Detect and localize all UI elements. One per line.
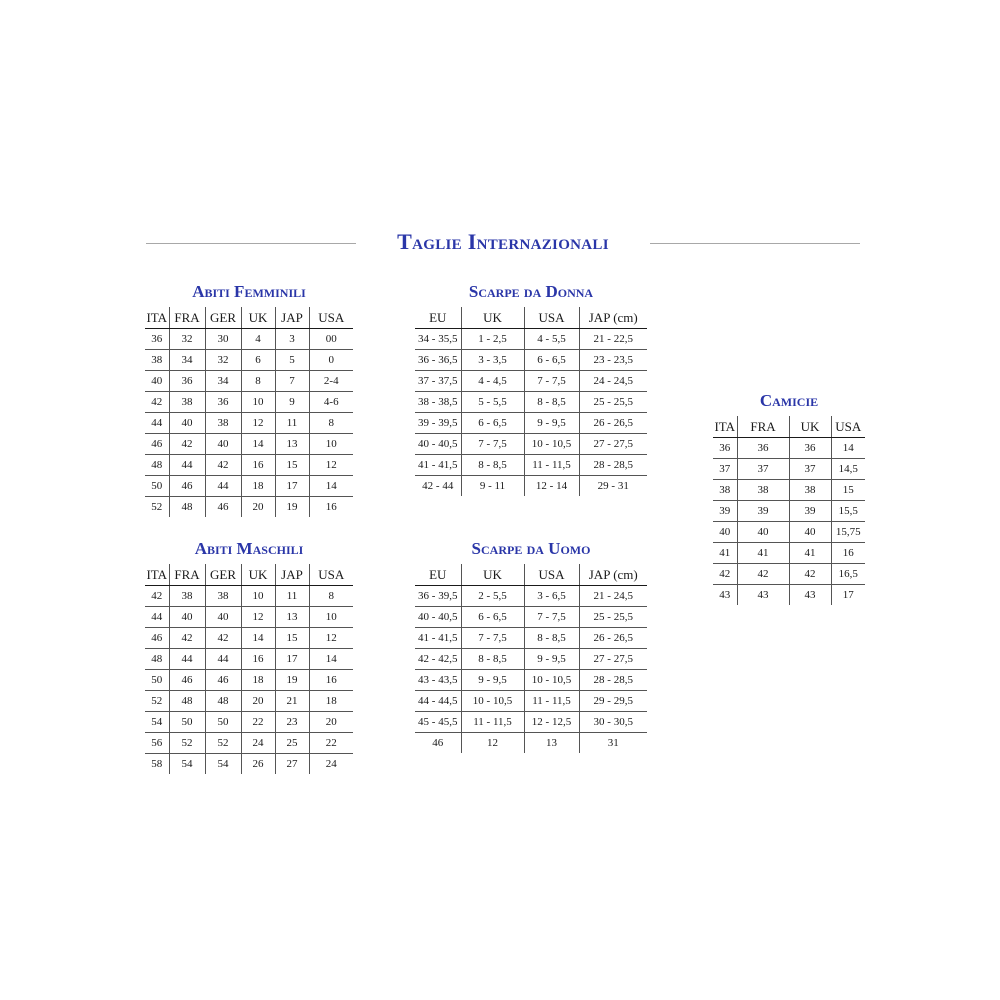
column-header: EU <box>415 307 461 329</box>
table-cell: 13 <box>275 607 309 628</box>
column-header: UK <box>241 564 275 586</box>
column-header: ITA <box>145 564 169 586</box>
table-cell: 21 - 24,5 <box>579 586 647 607</box>
table-cell: 4 <box>241 329 275 350</box>
table-cell: 22 <box>309 733 353 754</box>
table-cell: 38 <box>169 586 205 607</box>
table-cell: 39 - 39,5 <box>415 413 461 434</box>
table-cell: 42 <box>205 455 241 476</box>
table-row <box>145 497 353 518</box>
column-header: FRA <box>169 564 205 586</box>
table-row <box>145 586 353 607</box>
column-header: USA <box>524 564 579 586</box>
column-header: JAP (cm) <box>579 564 647 586</box>
camicie-section <box>713 390 865 605</box>
table-cell: 52 <box>151 501 163 513</box>
table-cell: 4-6 <box>309 392 353 413</box>
table-row <box>145 392 353 413</box>
table-cell: 38 <box>145 350 169 371</box>
table-cell: 6 - 6,5 <box>524 350 579 371</box>
section-title: Abiti Femminili <box>192 282 306 301</box>
table-cell: 50 <box>145 670 169 691</box>
table-cell: 25 - 25,5 <box>579 607 647 628</box>
column-header: UK <box>789 416 831 438</box>
table-row <box>713 438 865 459</box>
table-cell: 16,5 <box>831 564 865 585</box>
table-cell: 14 <box>309 476 353 497</box>
table-cell: 38 <box>205 586 241 607</box>
table-cell: 25 <box>275 733 309 754</box>
table-cell: 48 <box>169 497 205 518</box>
table-cell: 23 - 23,5 <box>579 350 647 371</box>
table-cell: 40 <box>789 522 831 543</box>
table-cell: 54 <box>205 754 241 775</box>
table-cell: 17 <box>831 585 865 606</box>
table-cell: 41 - 41,5 <box>415 455 461 476</box>
table-cell: 17 <box>275 476 309 497</box>
table-cell: 00 <box>309 329 353 350</box>
table-row <box>713 522 865 543</box>
table-cell: 10 <box>309 607 353 628</box>
scarpe-donna-table <box>415 307 647 496</box>
table-cell: 50 <box>145 476 169 497</box>
table-row <box>145 733 353 754</box>
table-cell: 9 - 9,5 <box>461 670 524 691</box>
table-cell: 41 <box>713 543 737 564</box>
column-header: GER <box>205 307 241 329</box>
table-cell: 38 <box>205 413 241 434</box>
table-cell: 3 <box>275 329 309 350</box>
table-cell: 56 <box>145 733 169 754</box>
table-row <box>145 371 353 392</box>
abiti-femminili-table <box>145 307 353 517</box>
table-cell: 28 - 28,5 <box>579 455 647 476</box>
table-cell: 11 <box>275 413 309 434</box>
table-cell: 46 <box>169 476 205 497</box>
table-cell: 36 <box>145 329 169 350</box>
table-cell: 15,5 <box>831 501 865 522</box>
table-cell: 50 <box>169 712 205 733</box>
table-cell: 46 <box>205 497 241 518</box>
table-cell: 14 <box>241 628 275 649</box>
table-row <box>145 413 353 434</box>
table-cell: 52 <box>169 733 205 754</box>
table-row <box>415 607 647 628</box>
table-cell: 36 - 36,5 <box>415 350 461 371</box>
camicie-table <box>713 416 865 605</box>
table-cell: 21 - 22,5 <box>579 329 647 350</box>
table-cell: 20 <box>241 691 275 712</box>
table-cell: 18 <box>309 691 353 712</box>
table-cell: 40 - 40,5 <box>415 607 461 628</box>
column-header: JAP <box>275 564 309 586</box>
table-cell: 7 <box>275 371 309 392</box>
table-row <box>415 413 647 434</box>
table-cell: 27 - 27,5 <box>579 649 647 670</box>
table-cell: 8 <box>241 371 275 392</box>
table-row <box>145 754 353 775</box>
table-row <box>145 628 353 649</box>
column-header: USA <box>831 416 865 438</box>
table-cell: 40 <box>713 522 737 543</box>
table-cell: 30 - 30,5 <box>579 712 647 733</box>
table-cell: 26 - 26,5 <box>579 628 647 649</box>
table-cell: 14 <box>309 649 353 670</box>
table-row <box>145 455 353 476</box>
table-cell: 36 <box>737 438 789 459</box>
table-cell: 43 <box>719 589 731 601</box>
table-cell: 42 <box>145 392 169 413</box>
table-cell: 41 <box>789 543 831 564</box>
table-row <box>145 329 353 350</box>
column-header: JAP <box>275 307 309 329</box>
table-cell: 12 <box>309 628 353 649</box>
table-cell: 44 <box>169 455 205 476</box>
table-cell: 9 <box>275 392 309 413</box>
table-cell: 44 <box>205 649 241 670</box>
table-cell: 50 <box>205 712 241 733</box>
table-cell: 40 <box>205 434 241 455</box>
table-cell: 8 - 8,5 <box>461 649 524 670</box>
table-cell: 58 <box>151 758 163 770</box>
header-row <box>145 307 353 329</box>
column-header: UK <box>461 564 524 586</box>
table-cell: 29 - 31 <box>579 476 647 497</box>
table-cell: 21 <box>275 691 309 712</box>
table-cell: 37 <box>713 459 737 480</box>
table-cell: 36 <box>713 438 737 459</box>
table-cell: 42 <box>789 564 831 585</box>
table-row <box>415 329 647 350</box>
table-cell: 11 <box>275 586 309 607</box>
table-cell: 43 <box>789 585 831 606</box>
table-row <box>145 649 353 670</box>
table-cell: 38 - 38,5 <box>415 392 461 413</box>
table-cell: 34 <box>205 371 241 392</box>
table-cell: 18 <box>241 670 275 691</box>
table-cell: 46 <box>145 434 169 455</box>
table-cell: 40 <box>145 371 169 392</box>
table-cell: 3 - 3,5 <box>461 350 524 371</box>
table-row <box>415 712 647 733</box>
table-cell: 16 <box>309 670 353 691</box>
table-cell: 10 - 10,5 <box>524 670 579 691</box>
abiti-maschili-table <box>145 564 353 774</box>
table-cell: 12 - 14 <box>524 476 579 497</box>
column-header: UK <box>461 307 524 329</box>
table-cell: 44 <box>145 413 169 434</box>
table-cell: 2-4 <box>309 371 353 392</box>
section-title: Scarpe da Uomo <box>471 539 591 558</box>
table-cell: 6 - 6,5 <box>461 413 524 434</box>
table-row <box>145 350 353 371</box>
table-row <box>415 434 647 455</box>
table-row <box>713 543 865 564</box>
table-cell: 19 <box>275 670 309 691</box>
table-cell: 20 <box>309 712 353 733</box>
table-row <box>415 455 647 476</box>
table-cell: 8 <box>309 586 353 607</box>
table-cell: 46 <box>169 670 205 691</box>
table-cell: 15 <box>831 480 865 501</box>
table-cell: 40 <box>169 607 205 628</box>
table-row <box>415 392 647 413</box>
scarpe-uomo-table <box>415 564 647 753</box>
table-cell: 41 - 41,5 <box>415 628 461 649</box>
table-cell: 46 <box>432 737 444 749</box>
table-row <box>145 476 353 497</box>
table-cell: 36 <box>169 371 205 392</box>
column-header: USA <box>524 307 579 329</box>
table-cell: 11 - 11,5 <box>524 455 579 476</box>
table-cell: 12 <box>241 413 275 434</box>
table-cell: 5 - 5,5 <box>461 392 524 413</box>
table-cell: 9 - 9,5 <box>524 649 579 670</box>
table-cell: 44 - 44,5 <box>415 691 461 712</box>
table-cell: 7 - 7,5 <box>461 628 524 649</box>
table-cell: 52 <box>205 733 241 754</box>
section-title: Scarpe da Donna <box>468 282 594 301</box>
page-title: Taglie Internazionali <box>397 229 609 254</box>
table-cell: 42 <box>169 628 205 649</box>
table-cell: 17 <box>275 649 309 670</box>
table-cell: 38 <box>713 480 737 501</box>
table-row <box>145 691 353 712</box>
table-cell: 44 <box>145 607 169 628</box>
table-cell: 40 <box>169 413 205 434</box>
table-cell: 31 <box>579 733 647 754</box>
table-cell: 8 - 8,5 <box>524 628 579 649</box>
table-cell: 19 <box>275 497 309 518</box>
table-cell: 1 - 2,5 <box>461 329 524 350</box>
table-cell: 37 <box>789 459 831 480</box>
table-cell: 40 - 40,5 <box>415 434 461 455</box>
table-row <box>145 607 353 628</box>
table-cell: 25 - 25,5 <box>579 392 647 413</box>
abiti-maschili-section <box>145 538 353 774</box>
table-cell: 29 - 29,5 <box>579 691 647 712</box>
table-cell: 42 <box>145 586 169 607</box>
table-cell: 34 - 35,5 <box>415 329 461 350</box>
table-cell: 42 - 44 <box>422 480 454 492</box>
table-cell: 10 - 10,5 <box>524 434 579 455</box>
table-cell: 10 <box>309 434 353 455</box>
table-cell: 42 <box>205 628 241 649</box>
table-cell: 15,75 <box>831 522 865 543</box>
table-cell: 40 <box>737 522 789 543</box>
header-row <box>145 564 353 586</box>
table-row <box>145 712 353 733</box>
table-cell: 42 - 42,5 <box>415 649 461 670</box>
table-cell: 10 - 10,5 <box>461 691 524 712</box>
scarpe-donna-section <box>415 281 647 496</box>
table-cell: 46 <box>205 670 241 691</box>
table-cell: 14,5 <box>831 459 865 480</box>
table-cell: 4 - 5,5 <box>524 329 579 350</box>
column-header: JAP (cm) <box>579 307 647 329</box>
table-cell: 42 <box>737 564 789 585</box>
table-cell: 26 <box>241 754 275 775</box>
table-cell: 42 <box>169 434 205 455</box>
table-cell: 39 <box>713 501 737 522</box>
table-cell: 37 - 37,5 <box>415 371 461 392</box>
column-header: UK <box>241 307 275 329</box>
table-cell: 34 <box>169 350 205 371</box>
table-row <box>713 501 865 522</box>
table-cell: 15 <box>275 628 309 649</box>
table-cell: 24 <box>309 754 353 775</box>
table-cell: 3 - 6,5 <box>524 586 579 607</box>
table-cell: 7 - 7,5 <box>524 607 579 628</box>
table-row <box>713 585 865 606</box>
table-cell: 52 <box>145 691 169 712</box>
table-cell: 8 <box>309 413 353 434</box>
table-row <box>415 649 647 670</box>
table-cell: 48 <box>145 455 169 476</box>
table-cell: 44 <box>205 476 241 497</box>
table-cell: 8 - 8,5 <box>461 455 524 476</box>
table-cell: 28 - 28,5 <box>579 670 647 691</box>
table-cell: 43 - 43,5 <box>415 670 461 691</box>
table-cell: 39 <box>737 501 789 522</box>
table-row <box>415 670 647 691</box>
table-cell: 10 <box>241 392 275 413</box>
table-cell: 8 - 8,5 <box>524 392 579 413</box>
table-cell: 48 <box>169 691 205 712</box>
table-cell: 38 <box>737 480 789 501</box>
table-cell: 9 - 9,5 <box>524 413 579 434</box>
table-cell: 12 <box>309 455 353 476</box>
table-cell: 27 - 27,5 <box>579 434 647 455</box>
table-row <box>713 459 865 480</box>
table-cell: 32 <box>205 350 241 371</box>
column-header: USA <box>309 307 353 329</box>
table-cell: 32 <box>169 329 205 350</box>
table-cell: 11 - 11,5 <box>461 712 524 733</box>
table-cell: 9 - 11 <box>461 476 524 497</box>
table-cell: 2 - 5,5 <box>461 586 524 607</box>
header-row <box>415 564 647 586</box>
table-cell: 13 <box>524 733 579 754</box>
title-rule-left <box>146 243 356 244</box>
table-cell: 18 <box>241 476 275 497</box>
table-cell: 48 <box>145 649 169 670</box>
table-cell: 48 <box>205 691 241 712</box>
table-cell: 16 <box>831 543 865 564</box>
table-cell: 40 <box>205 607 241 628</box>
table-cell: 13 <box>275 434 309 455</box>
table-cell: 15 <box>275 455 309 476</box>
table-row <box>415 691 647 712</box>
table-cell: 38 <box>169 392 205 413</box>
section-title: Camicie <box>759 391 819 410</box>
scarpe-uomo-section <box>415 538 647 753</box>
header-row <box>415 307 647 329</box>
table-cell: 41 <box>737 543 789 564</box>
table-cell: 37 <box>737 459 789 480</box>
table-cell: 39 <box>789 501 831 522</box>
table-cell: 44 <box>169 649 205 670</box>
table-cell: 7 - 7,5 <box>461 434 524 455</box>
table-cell: 10 <box>241 586 275 607</box>
table-cell: 46 <box>145 628 169 649</box>
table-cell: 16 <box>241 455 275 476</box>
table-cell: 24 - 24,5 <box>579 371 647 392</box>
table-cell: 54 <box>145 712 169 733</box>
table-row <box>145 434 353 455</box>
table-row <box>415 628 647 649</box>
table-cell: 5 <box>275 350 309 371</box>
table-row <box>145 670 353 691</box>
table-cell: 12 - 12,5 <box>524 712 579 733</box>
table-row <box>415 586 647 607</box>
table-row <box>415 371 647 392</box>
table-cell: 27 <box>275 754 309 775</box>
table-cell: 38 <box>789 480 831 501</box>
column-header: USA <box>309 564 353 586</box>
table-cell: 24 <box>241 733 275 754</box>
table-cell: 6 - 6,5 <box>461 607 524 628</box>
table-row <box>713 564 865 585</box>
table-cell: 43 <box>737 585 789 606</box>
table-cell: 22 <box>241 712 275 733</box>
table-cell: 0 <box>309 350 353 371</box>
table-cell: 11 - 11,5 <box>524 691 579 712</box>
table-cell: 42 <box>713 564 737 585</box>
table-cell: 36 - 39,5 <box>415 586 461 607</box>
table-cell: 7 - 7,5 <box>524 371 579 392</box>
table-cell: 23 <box>275 712 309 733</box>
table-cell: 20 <box>241 497 275 518</box>
column-header: FRA <box>737 416 789 438</box>
table-row <box>415 350 647 371</box>
table-cell: 4 - 4,5 <box>461 371 524 392</box>
table-cell: 12 <box>461 733 524 754</box>
table-cell: 14 <box>241 434 275 455</box>
table-cell: 14 <box>831 438 865 459</box>
table-cell: 54 <box>169 754 205 775</box>
section-title: Abiti Maschili <box>194 539 304 558</box>
header-row <box>713 416 865 438</box>
table-cell: 30 <box>205 329 241 350</box>
table-row <box>415 733 647 754</box>
table-cell: 16 <box>241 649 275 670</box>
abiti-femminili-section <box>145 281 353 517</box>
column-header: FRA <box>169 307 205 329</box>
table-cell: 36 <box>205 392 241 413</box>
table-cell: 6 <box>241 350 275 371</box>
table-row <box>415 476 647 497</box>
table-cell: 45 - 45,5 <box>415 712 461 733</box>
table-cell: 16 <box>309 497 353 518</box>
table-cell: 36 <box>789 438 831 459</box>
column-header: ITA <box>713 416 737 438</box>
column-header: EU <box>415 564 461 586</box>
table-row <box>713 480 865 501</box>
table-cell: 12 <box>241 607 275 628</box>
column-header: ITA <box>145 307 169 329</box>
title-rule-right <box>650 243 860 244</box>
column-header: GER <box>205 564 241 586</box>
table-cell: 26 - 26,5 <box>579 413 647 434</box>
